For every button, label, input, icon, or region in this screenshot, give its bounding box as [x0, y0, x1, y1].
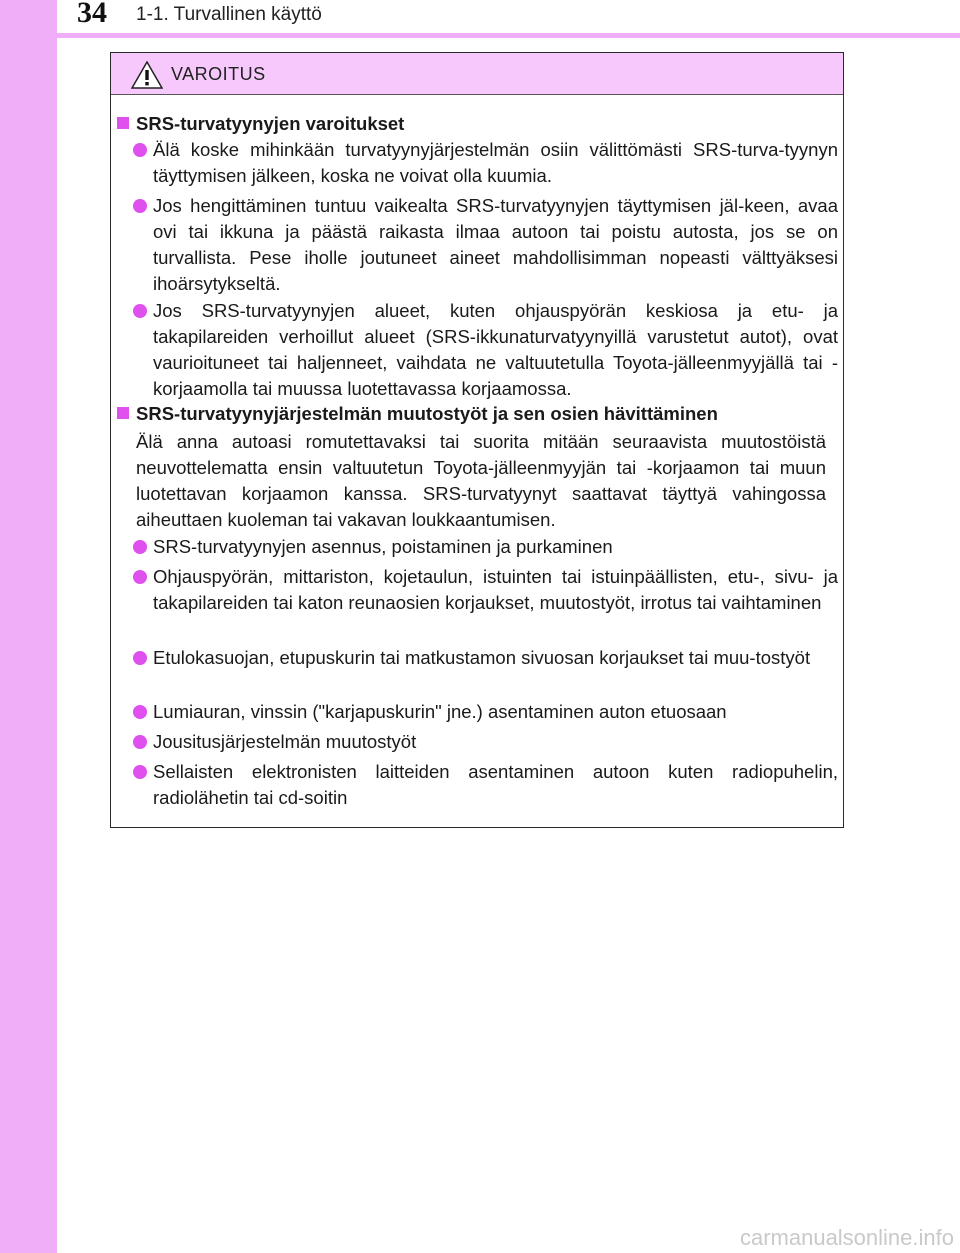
list-item-text: SRS-turvatyynyjen asennus, poistaminen ja purkaminen [153, 536, 613, 557]
bullet-dot-icon [133, 199, 147, 213]
square-bullet-icon [117, 117, 129, 129]
warning-box [110, 52, 844, 828]
square-bullet-icon [117, 407, 129, 419]
section-heading [117, 111, 404, 137]
header-rule [57, 33, 960, 38]
list-item [133, 645, 838, 671]
warning-header [111, 53, 843, 95]
list-item-text: Ohjauspyörän, mittariston, kojetaulun, istuinten tai istuinpäällisten, etu-, sivu- ja takapilareiden tai katon reunaosien korjaukset, muutostyöt, irrotus tai vaihtaminen [153, 566, 838, 613]
bullet-dot-icon [133, 304, 147, 318]
section-heading-text: SRS-turvatyynyjen varoitukset [136, 113, 405, 134]
bullet-dot-icon [133, 540, 147, 554]
section-heading [117, 401, 718, 427]
list-item-text: Jos hengittäminen tuntuu vaikealta SRS-turvatyynyjen täyttymisen jäl-keen, avaa ovi tai ikkuna ja päästä raikasta ilmaa autoon tai poistu autosta, jos se on turvallista. Pese iholle joutuneet aineet mahdollisimman nopeasti välttyäksesi ihoärsytykseltä. [153, 195, 838, 294]
list-item-text: Älä koske mihinkään turvatyynyjärjestelmän osiin välittömästi SRS-turva-tyynyn täyttymisen jälkeen, koska ne voivat olla kuumia. [153, 139, 838, 186]
side-color-band [0, 0, 57, 1253]
bullet-dot-icon [133, 143, 147, 157]
watermark: carmanualsonline.info [739, 1225, 954, 1250]
section-heading-text: SRS-turvatyynyjärjestelmän muutostyöt ja sen osien hävittäminen [136, 403, 718, 424]
list-item [133, 564, 838, 616]
list-item [133, 193, 838, 297]
list-item-text: Lumiauran, vinssin ("karjapuskurin" jne.) asentaminen auton etuosaan [153, 701, 727, 722]
section-title: 1-1. Turvallinen käyttö [136, 4, 322, 25]
page-number: 34 [77, 0, 107, 29]
warning-title: VAROITUS [171, 64, 266, 84]
bullet-dot-icon [133, 705, 147, 719]
list-item [133, 759, 838, 811]
list-item-text: Jousitusjärjestelmän muutostyöt [153, 731, 417, 752]
intro-paragraph: Älä anna autoasi romutettavaksi tai suorita mitään seuraavista muutostöistä neuvottelematta ensin valtuutetun Toyota-jälleenmyyjän tai -korjaamon tai muun luotettavan korjaamon kanssa. SRS-turvatyynyt saattavat täyttyä vahingossa aiheuttaen kuoleman tai vakavan loukkaantumisen. [136, 431, 826, 530]
warning-triangle-icon [131, 61, 163, 89]
bullet-dot-icon [133, 765, 147, 779]
list-item [133, 298, 838, 402]
list-item-text: Jos SRS-turvatyynyjen alueet, kuten ohjauspyörän keskiosa ja etu- ja takapilareiden verhoillut alueet (SRS-ikkunaturvatyynyillä varustetut autot), ovat vaurioituneet tai haljenneet, vaihdata ne valtuutetulla Toyota-jälleenmyyjällä tai -korjaamolla tai muussa luotettavassa korjaamossa. [153, 300, 838, 399]
list-item-text: Etulokasuojan, etupuskurin tai matkustamon sivuosan korjaukset tai muu-tostyöt [153, 647, 811, 668]
bullet-dot-icon [133, 735, 147, 749]
bullet-dot-icon [133, 651, 147, 665]
list-item [133, 137, 838, 189]
list-item [133, 699, 838, 725]
list-item [133, 729, 838, 755]
bullet-dot-icon [133, 570, 147, 584]
list-item-text: Sellaisten elektronisten laitteiden asentaminen autoon kuten radiopuhelin, radiolähetin tai cd-soitin [153, 761, 838, 808]
list-item [133, 534, 838, 560]
